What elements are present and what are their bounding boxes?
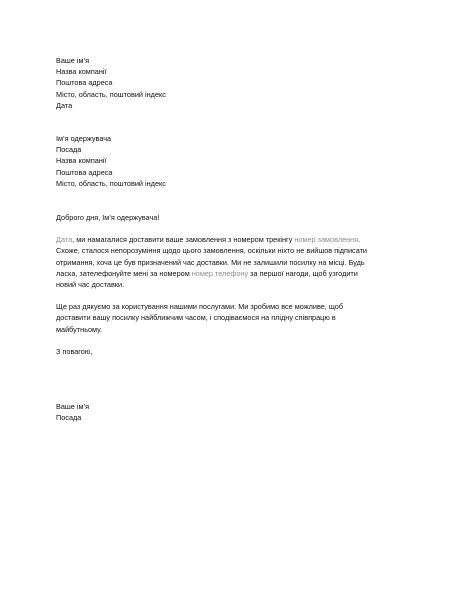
recipient-company: Назва компанії	[56, 156, 107, 166]
recipient-name: Ім’я одержувача	[56, 134, 112, 144]
paragraph-1-line-4-start: ласка, зателефонуйте мені за номером	[56, 268, 192, 278]
signature-block	[56, 401, 406, 423]
sender-company: Назва компанії	[56, 67, 107, 77]
paragraph-1-line-1	[56, 234, 406, 245]
paragraph-2-line-2: доставити вашу посилку найближчим часом, і сподіваємося на плідну співпрацю в	[56, 313, 336, 323]
paragraph-1-text-2: .	[358, 235, 361, 245]
paragraph-1-line-4-end: за першої нагоди, щоб узгодити	[248, 268, 358, 278]
paragraph-2-line-1: Ще раз дякуємо за користування нашими послугами. Ми зробимо все можливе, щоб	[56, 302, 344, 312]
paragraph-1-line-4	[56, 268, 406, 279]
sender-city: Місто, область, поштовий індекс	[56, 89, 166, 99]
recipient-block	[56, 133, 406, 189]
sender-address: Поштова адреса	[56, 78, 113, 88]
recipient-address: Поштова адреса	[56, 167, 113, 177]
signature-name: Ваше ім’я	[56, 402, 90, 412]
sender-date: Дата	[56, 100, 73, 110]
phone-number-placeholder[interactable]: номер телефону	[191, 268, 249, 278]
paragraph-1-line-5: новий час доставки.	[56, 280, 125, 290]
paragraph-2-line-3: майбутньому.	[56, 324, 103, 334]
body-paragraph-2	[56, 301, 406, 335]
closing: З повагою,	[56, 346, 93, 356]
paragraph-1-text-1: , ми намагалися доставити ваше замовлення з номером трекінгу	[72, 235, 295, 245]
sender-block	[56, 55, 406, 111]
sender-name: Ваше ім’я	[56, 56, 90, 65]
signature-position: Посада	[56, 413, 82, 423]
recipient-position: Посада	[56, 145, 82, 155]
tracking-number-placeholder[interactable]: номер замовлення	[294, 235, 359, 245]
recipient-city: Місто, область, поштовий індекс	[56, 178, 166, 188]
greeting: Доброго дня, Ім’я одержувача!	[56, 213, 160, 223]
paragraph-1-line-3: отримання, хоча це був призначений час доставки. Ми не залишили посилку на місці. Будь	[56, 257, 365, 267]
letter-content	[56, 55, 406, 423]
paragraph-1-line-2: Схоже, сталося непорозуміння щодо цього замовлення, оскільки ніхто не вийшов підписати	[56, 246, 368, 256]
date-placeholder[interactable]: Дата	[56, 235, 73, 245]
body-paragraph-1	[56, 234, 406, 290]
